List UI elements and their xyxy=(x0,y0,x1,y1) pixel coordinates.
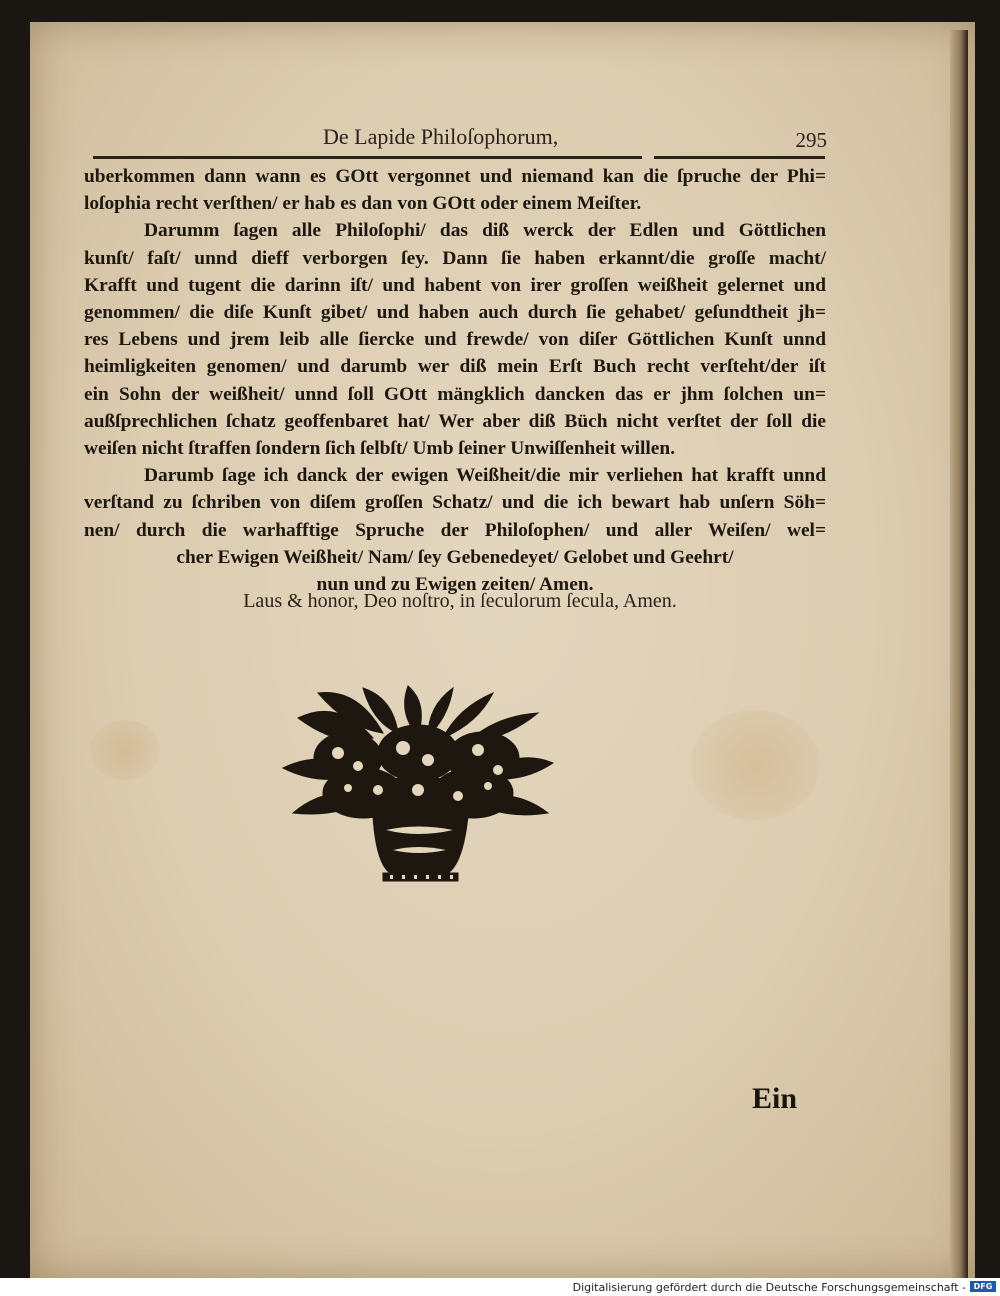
running-header xyxy=(93,118,833,158)
text-line: loſophia recht verſthen/ er hab es dan von GOtt oder einem Meiſter. xyxy=(84,193,642,215)
text-line: heimligkeiten genomen/ und darumb wer diß mein Erſt Buch recht verſteht/der iſt xyxy=(84,356,826,378)
running-title: De Lapide Philoſophorum, xyxy=(323,124,559,149)
text-line: uberkommen dann wann es GOtt vergonnet und niemand kan die ſpruche der Phi= xyxy=(84,166,826,187)
page-edge xyxy=(950,30,968,1278)
text-line: res Lebens und jrem leib alle ſiercke und frewde/ von diſer Göttlichen Kunſt unnd xyxy=(84,329,826,351)
text-line: genommen/ die diſe Kunſt gibet/ und haben auch durch ſie gehabet/ geſundtheit jh= xyxy=(84,302,826,324)
footer-bar xyxy=(0,1278,1000,1296)
text-line: Darumm ſagen alle Philoſophi/ das diß werck der Edlen und Göttlichen xyxy=(144,220,826,242)
text-line: außſprechlichen ſchatz geoffenbaret hat/ Wer aber diß Büch nicht verſtet der ſoll die xyxy=(84,410,826,432)
paper-stain xyxy=(690,710,820,820)
page-number: 295 xyxy=(795,128,827,152)
text-line: Darumb ſage ich danck der ewigen Weißheit/die mir verliehen hat krafft unnd xyxy=(144,465,826,487)
text-line: nen/ durch die warhafftige Spruche der Philoſophen/ und aller Weiſen/ wel= xyxy=(84,519,826,541)
paper-stain xyxy=(90,720,160,780)
text-line: cher Ewigen Weißheit/ Nam/ ſey Gebenedeyet/ Gelobet und Geehrt/ xyxy=(176,546,734,568)
header-rule xyxy=(93,156,825,159)
basket-of-fruit-woodcut xyxy=(278,678,560,888)
text-line: Krafft und tugent die darinn iſt/ und habent von irer groſſen weißheit gelernet und xyxy=(84,274,826,296)
body-text xyxy=(84,163,826,598)
dfg-logo: DFG xyxy=(970,1281,996,1292)
header-rule-gap xyxy=(642,153,654,161)
catchword: Ein xyxy=(752,1082,798,1115)
text-line: verſtand zu ſchriben von diſem groſſen Schatz/ und die ich bewart hab unſern Söh= xyxy=(84,492,826,514)
text-line: weiſen nicht ſtraffen ſondern ſich ſelbſt/ Umb ſeiner Unwiſſenheit willen. xyxy=(84,438,676,460)
text-line: nun und zu Ewigen zeiten/ Amen. xyxy=(316,574,594,596)
funding-credit: Digitalisierung gefördert durch die Deutsche Forschungsgemeinschaft - xyxy=(572,1281,966,1294)
text-line: kunſt/ faſt/ unnd dieff verborgen ſey. Dann ſie haben erkannt/die groſſe macht/ xyxy=(84,247,826,269)
latin-closing: Laus & honor, Deo noſtro, in ſeculorum ſecula, Amen. xyxy=(243,590,677,612)
text-line: ein Sohn der weißheit/ unnd ſoll GOtt mängklich dancken das er jhm ſolchen un= xyxy=(84,383,826,405)
